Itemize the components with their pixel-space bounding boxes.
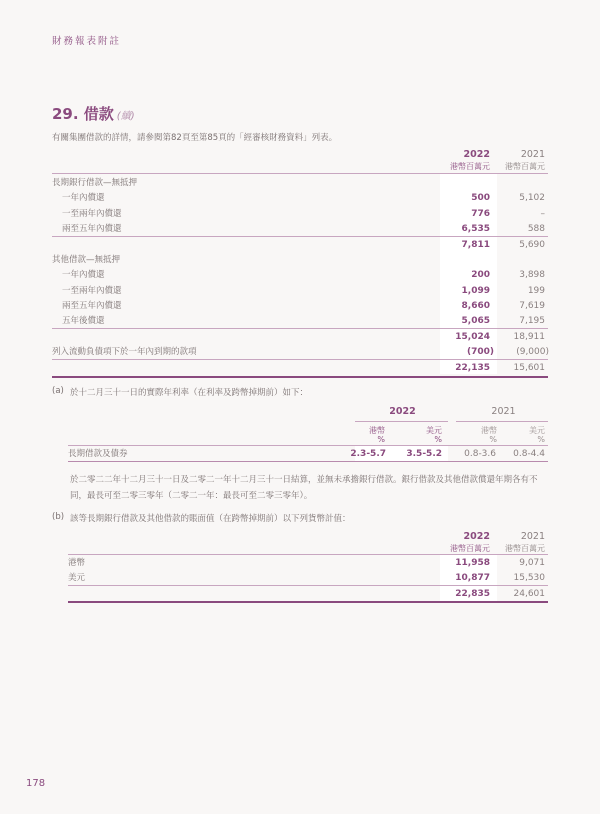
value-2021: 3,898	[519, 270, 545, 280]
col-year-2022: 2022	[463, 149, 490, 160]
note-a-text: 於十二月三十一日的實際年利率（在利率及跨幣掉期前）如下：	[70, 388, 309, 398]
note-a-paragraph-line1: 於二零二二年十二月三十一日及二零二一年十二月三十一日結算，並無未承擔銀行借款。銀行借款及其他借款償還年期各有不	[70, 475, 538, 485]
value-2022: 776	[471, 209, 490, 219]
col-year-2021: 2021	[520, 531, 545, 542]
note-b-text: 該等長期銀行借款及其他借款的賬面值（在跨幣掉期前）以下列貨幣計值：	[70, 514, 351, 524]
total-2021: 24,601	[513, 589, 545, 599]
table-bottom-rule	[68, 461, 548, 462]
value-2022: 1,099	[461, 286, 490, 296]
value-2021: 15,530	[513, 573, 545, 583]
rate-usd-2022: 3.5-5.2	[406, 449, 442, 459]
page-title	[52, 103, 135, 124]
row-label: 一年內償還	[62, 193, 105, 203]
row-label: 一年內償還	[62, 270, 105, 280]
rate-hkd-2022: 2.3-5.7	[350, 449, 386, 459]
subcol-unit: %	[434, 435, 442, 444]
subtotal-rule	[68, 585, 548, 586]
year-2021-rule	[456, 421, 548, 422]
col-unit-2021: 港幣百萬元	[505, 544, 545, 553]
section-header-label: 財務報表附註	[52, 36, 122, 47]
header-rule	[68, 554, 548, 555]
value-2021: 199	[527, 286, 545, 296]
value-2022: 200	[471, 270, 490, 280]
value-2022: 11,958	[455, 558, 490, 568]
subtotal-2022: 7,811	[461, 240, 490, 250]
intro-text: 有關集團借款的詳情，請參閱第82頁至第85頁的「經審核財務資料」列表。	[52, 133, 338, 143]
row-label: 港幣	[68, 558, 86, 568]
table-bottom-rule	[68, 601, 548, 603]
header-rule	[52, 173, 548, 174]
col-unit-2021: 港幣百萬元	[505, 162, 545, 171]
col-unit-2022: 港幣百萬元	[450, 162, 490, 171]
row-label: 長期銀行借款—無抵押	[52, 178, 138, 188]
row-label: 兩至五年內償還	[62, 301, 122, 311]
value-2022: 500	[471, 193, 490, 203]
subcol-unit: %	[489, 435, 497, 444]
year-2021: 2021	[491, 406, 516, 417]
value-2022: 6,535	[461, 224, 490, 234]
row-label: 其他借款—無抵押	[52, 255, 121, 265]
subtotal-rule	[52, 236, 548, 237]
subcol-currency: 美元	[529, 426, 545, 435]
total-2022: 22,835	[455, 589, 490, 599]
note-b-marker: (b)	[52, 512, 65, 522]
value-2021: 5,102	[519, 193, 545, 203]
value-2022: 10,877	[455, 573, 490, 583]
subcol-currency: 港幣	[481, 426, 497, 435]
rate-hkd-2021: 0.8-3.6	[464, 449, 496, 459]
subtotal-2021: 5,690	[519, 240, 545, 250]
row-label: 五年後償還	[62, 316, 105, 326]
value-2021: (9,000)	[516, 347, 549, 357]
subcol-currency: 美元	[426, 426, 442, 435]
value-2021: 7,195	[519, 316, 545, 326]
col-unit-2022: 港幣百萬元	[450, 544, 490, 553]
value-2021: 7,619	[519, 301, 545, 311]
value-2021: 588	[527, 224, 545, 234]
note-a-paragraph-line2: 同，最長可至二零三零年（二零二一年：最長可至二零三零年）。	[70, 491, 313, 501]
subtotal-2021: 18,911	[513, 332, 545, 342]
total-2022: 22,135	[455, 363, 490, 373]
row-label: 兩至五年內償還	[62, 224, 122, 234]
row-label: 一至兩年內償還	[62, 286, 122, 296]
table-bottom-rule	[52, 376, 548, 378]
subtotal-rule	[52, 328, 548, 329]
value-2022: (700)	[466, 347, 494, 357]
title-text: 29. 借款	[52, 105, 114, 123]
row-label: 美元	[68, 573, 86, 583]
total-rule	[52, 359, 548, 360]
row-label: 列入流動負債項下於一年內到期的款項	[52, 347, 197, 357]
rate-usd-2021: 0.8-4.4	[513, 449, 545, 459]
value-2022: 8,660	[461, 301, 490, 311]
col-year-2021: 2021	[520, 149, 545, 160]
continued-label: (續)	[116, 111, 135, 122]
value-2021: –	[540, 209, 545, 219]
value-2022: 5,065	[461, 316, 490, 326]
page-number: 178	[26, 778, 46, 789]
subcol-currency: 港幣	[369, 426, 385, 435]
subcol-unit: %	[377, 435, 385, 444]
note-a-marker: (a)	[52, 386, 64, 396]
subcol-unit: %	[537, 435, 545, 444]
header-rule	[68, 445, 548, 446]
value-2021: 9,071	[519, 558, 545, 568]
row-label: 一至兩年內償還	[62, 209, 122, 219]
year-2022-rule	[355, 421, 448, 422]
total-2021: 15,601	[513, 363, 545, 373]
col-year-2022: 2022	[463, 531, 490, 542]
subtotal-2022: 15,024	[455, 332, 490, 342]
year-2022: 2022	[389, 406, 416, 417]
row-label: 長期借款及債券	[68, 449, 128, 459]
